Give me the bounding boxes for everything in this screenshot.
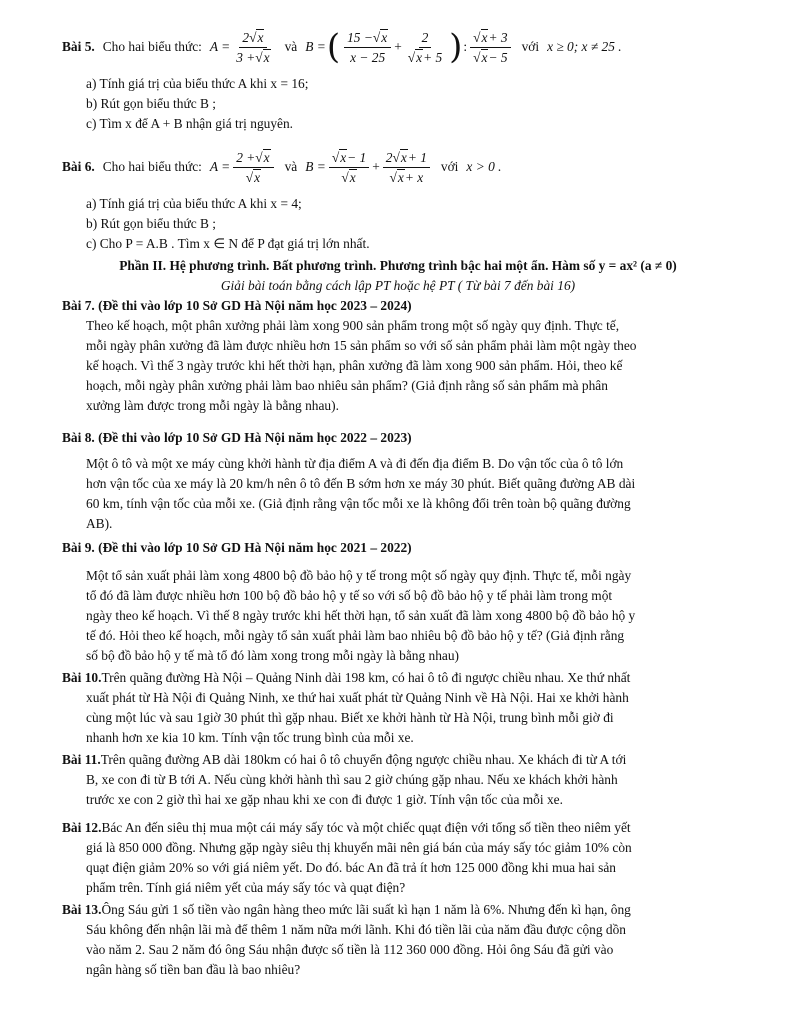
expr-B-lhs: B =: [305, 39, 326, 54]
problem-12: [62, 818, 734, 898]
problem-7-body: Theo kế hoạch, một phân xưởng phải làm xong 900 sản phẩm trong một số ngày quy định. Thực tế, mỗi ngày phân xưởng đã làm được nhiều hơn 15 sản phẩm so với số sản phẩm phải làm một ngày theo kế hoạch. Vì thế 3 ngày trước khi hết thời hạn, phân xưởng đã làm xong 900 sản phẩm. Hỏi, theo kế hoạch, mỗi ngày phân xưởng phải làm bao nhiêu sản phẩm? (Giả định rằng số sản phẩm mà phân xưởng làm được trong mỗi ngày là bằng nhau).: [86, 318, 637, 413]
problem-10: [62, 668, 734, 748]
part-2-subtitle: Giải bài toán bằng cách lập PT hoặc hệ PT ( Từ bài 7 đến bài 16): [220, 278, 576, 293]
problem-13-body: Sáu không đến nhận lãi mà để thêm 1 năm nữa mới lãnh. Khi đó tiền lãi của năm đầu được cộng dồn vào năm 2. Sau 2 năm đó ông Sáu nhận được số tiền là 112 360 000 đồng. Hỏi ông Sáu đã gửi vào ngân hàng số tiền ban đầu là bao nhiêu?: [86, 922, 626, 977]
with-word: với: [521, 39, 540, 54]
expr-A-fraction: $\frac{2 +√x}{√x}$: [233, 149, 273, 186]
problem-7-source: (Đề thi vào lớp 10 Sở GD Hà Nội năm học 2023 – 2024): [98, 298, 412, 313]
expr-B-fraction-2: $\frac{2√x+ 1}{√x+ x}$: [383, 149, 430, 186]
problem-6-condition: x > 0 .: [466, 159, 502, 174]
problem-7-header: [62, 296, 734, 316]
expr-B-fraction-2: $\frac{2}{√x+ 5}$: [407, 29, 443, 65]
problem-10-label: Bài 10.: [62, 670, 102, 685]
problem-5-statement: Bài 5. Cho hai biểu thức: A = $\frac{2√x}{3 +√x}$ và B = ( $\frac{15 -√x}{x - 25}$ + $\frac{2}{√x+ 5}$ ) : $\frac{√x+ 3}{√x- 5}$ với x ≥ 0; x ≠ 25 .: [62, 27, 622, 67]
problem-6-part-a: a) Tính giá trị của biểu thức A khi x = 4;: [86, 196, 302, 211]
expr-A-lhs: A =: [209, 39, 231, 54]
problem-5-part-b: b) Rút gọn biểu thức B ;: [86, 96, 216, 111]
problem-5-part-a: a) Tính giá trị của biểu thức A khi x = 16;: [86, 76, 309, 91]
problem-7-label: Bài 7.: [62, 298, 95, 313]
problem-7: [62, 296, 734, 416]
problem-9-body: Một tổ sản xuất phải làm xong 4800 bộ đồ bảo hộ y tế trong một số ngày quy định. Thực tế, mỗi ngày tổ đó đã làm được nhiều hơn 100 bộ đồ bảo hộ y tế so với số bộ đồ bảo hộ y tế phải làm trong một ngày theo kế hoạch. Vì thế 8 ngày trước khi hết thời hạn, tổ sản xuất đã làm xong 4800 bộ đồ bảo hộ y tế đó. Hỏi theo kế hoạch, mỗi ngày tổ sản xuất phải làm bao nhiêu bộ đồ bảo hộ y tế? (Giả định rằng số bộ đồ bảo hộ y tế mà tổ đó làm xong trong mỗi ngày là bằng nhau): [86, 568, 636, 663]
expr-B-fraction-3: $\frac{√x+ 3}{√x- 5}$: [470, 29, 510, 66]
problem-12-body: giá là 850 000 đồng. Nhưng gặp ngày siêu thị khuyến mãi nên giá bán của máy sấy tóc giảm 10% còn quạt điện giảm 20% so với giá niêm yết. Do đó. bác An đã trả ít hơn 125 000 đồng khi mua hai sản phẩm trên. Tính giá niêm yết của máy sấy tóc và quạt điện?: [86, 840, 632, 895]
problem-6: [62, 140, 734, 254]
problem-8-source: (Đề thi vào lớp 10 Sở GD Hà Nội năm học 2022 – 2023): [98, 430, 412, 445]
problem-5: [62, 20, 734, 134]
problem-12-first-line: Bác An đến siêu thị mua một cái máy sấy tóc và một chiếc quạt điện với tổng số tiền theo niêm yết: [101, 820, 631, 835]
expr-B-fraction-1: $\frac{15 -√x}{x - 25}$: [344, 29, 391, 66]
and-word: và: [284, 39, 298, 54]
problem-5-label: Bài 5.: [62, 39, 95, 54]
problem-6-statement: Bài 6. Cho hai biểu thức: A = $\frac{2 +√x}{√x}$ và B = $\frac{√x- 1}{√x}$ + $\frac{2√x+ 1}{√x+ x}$ với x > 0 .: [62, 149, 502, 185]
problem-8-header: [62, 428, 734, 448]
problem-13-label: Bài 13.: [62, 902, 102, 917]
problem-13-first-line: Ông Sáu gửi 1 số tiền vào ngân hàng theo mức lãi suất kì hạn 1 năm là 6%. Nhưng đến kì hạn, ông: [101, 902, 631, 917]
problem-9-header: [62, 538, 734, 558]
problem-11-first-line: Trên quãng đường AB dài 180km có hai ô tô chuyển động ngược chiều nhau. Xe khách đi từ A tới: [100, 752, 627, 767]
problem-6-label: Bài 6.: [62, 159, 95, 174]
problem-10-first-line: Trên quãng đường Hà Nội – Quảng Ninh dài 198 km, có hai ô tô đi ngược chiều nhau. Xe thứ nhất: [101, 670, 631, 685]
problem-8-body: Một ô tô và một xe máy cùng khởi hành từ địa điểm A và đi đến địa điểm B. Do vận tốc của ô tô lớn hơn vận tốc của xe máy là 20 km/h nên ô tô đến B sớm hơn xe máy 30 phút. Biết quãng đường AB dài 60 km, tính vận tốc của mỗi xe. (Giả định rằng vận tốc mỗi xe là không đổi trên toàn bộ quãng đường AB).: [86, 456, 636, 531]
problem-11-label: Bài 11.: [62, 752, 101, 767]
problem-6-part-c: c) Cho P = A.B . Tìm x ∈ N để P đạt giá trị lớn nhất.: [86, 236, 370, 251]
part-2-heading: [62, 256, 734, 296]
problem-8: [62, 428, 734, 534]
problem-13: [62, 900, 734, 980]
problem-12-label: Bài 12.: [62, 820, 102, 835]
problem-6-part-b: b) Rút gọn biểu thức B ;: [86, 216, 216, 231]
problem-5-intro: Cho hai biểu thức:: [102, 39, 202, 54]
problem-8-label: Bài 8.: [62, 430, 95, 445]
problem-5-part-c: c) Tìm x để A + B nhận giá trị nguyên.: [86, 116, 294, 131]
problem-9: [62, 538, 734, 666]
part-2-title: Phần II. Hệ phương trình. Bất phương trình. Phương trình bậc hai một ẩn. Hàm số y = ax² (a ≠ 0): [119, 258, 677, 273]
problem-11: [62, 750, 734, 810]
expr-B-fraction-1: $\frac{√x- 1}{√x}$: [329, 149, 369, 186]
problem-10-body: xuất phát từ Hà Nội đi Quảng Ninh, xe thứ hai xuất phát từ Quảng Ninh về Hà Nội. Hai xe khởi hành cùng một lúc và sau 1giờ 30 phút thì gặp nhau. Biết xe khởi hành từ Hà Nội, trung bình mỗi giờ đi nhanh hơn xe kia 10 km. Tính vận tốc trung bình của mỗi xe.: [86, 690, 629, 745]
problem-5-condition: x ≥ 0; x ≠ 25 .: [547, 39, 622, 54]
expr-A-fraction: $\frac{2√x}{3 +√x}$: [236, 29, 270, 65]
problem-9-source: (Đề thi vào lớp 10 Sở GD Hà Nội năm học 2021 – 2022): [98, 540, 412, 555]
problem-6-intro: Cho hai biểu thức:: [102, 159, 202, 174]
problem-11-body: B, xe con đi từ B tới A. Nếu cùng khởi hành thì sau 2 giờ chúng gặp nhau. Nếu xe khách khởi hành trước xe con 2 giờ thì hai xe gặp nhau khi xe con đi được 1 giờ. Tính vận tốc của mỗi xe.: [86, 772, 618, 807]
problem-9-label: Bài 9.: [62, 540, 95, 555]
